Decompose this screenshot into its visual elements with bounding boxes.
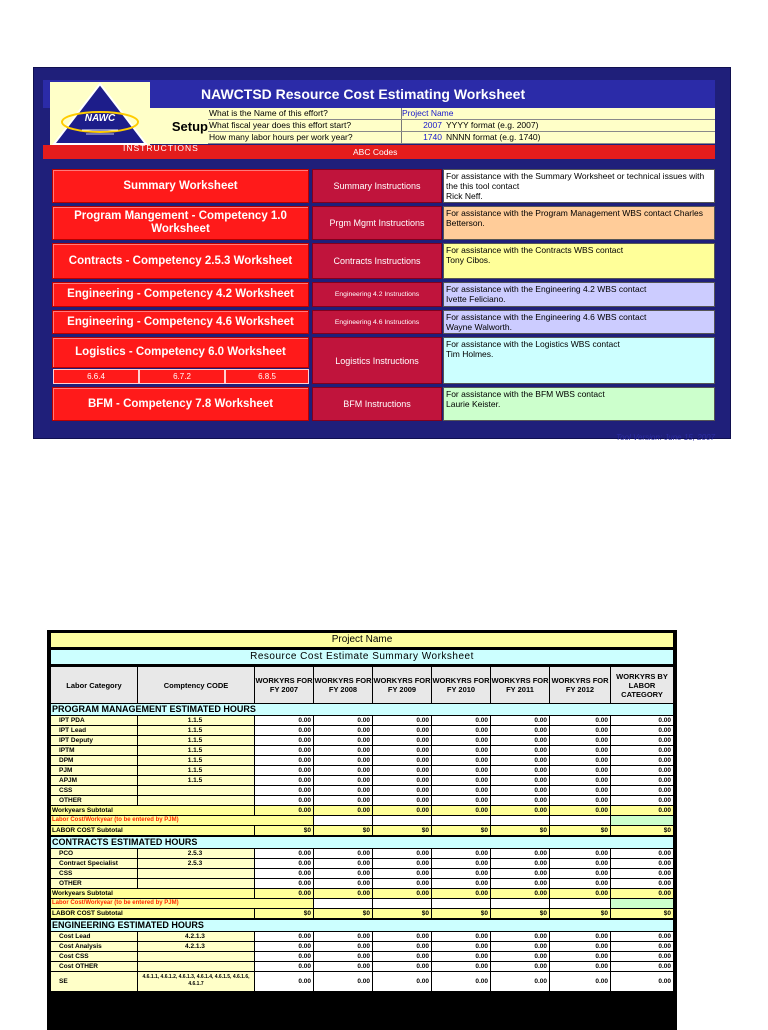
section-program-management: PROGRAM MANAGEMENT ESTIMATED HOURS	[51, 704, 673, 715]
workyears-cell[interactable]: 0.00	[373, 766, 431, 775]
workyears-subtotal-cell: 0.00	[314, 889, 372, 898]
workyears-cell[interactable]: 0.00	[491, 972, 549, 991]
workyears-cell[interactable]: 0.00	[373, 746, 431, 755]
workyears-cell[interactable]: 0.00	[373, 932, 431, 941]
labor-category-cell: OTHER	[51, 796, 137, 805]
workyears-cell[interactable]: 0.00	[314, 962, 372, 971]
table-row	[51, 736, 673, 746]
labor-cost-subtotal-cell: $0	[611, 909, 673, 918]
workyears-cell[interactable]: 0.00	[373, 736, 431, 745]
competency-code-cell	[138, 962, 254, 971]
total-workyears-cell: 0.00	[611, 869, 673, 878]
competency-code-cell	[138, 786, 254, 795]
contracts-help-text: For assistance with the Contracts WBS contact Tony Cibos.	[443, 243, 715, 279]
total-workyears-cell: 0.00	[611, 952, 673, 961]
labor-cost-subtotal-cell: $0	[373, 826, 431, 835]
labor-cost-workyear-label: Labor Cost/Workyear (to be entered by PJM)	[51, 816, 313, 825]
workyears-cell[interactable]: 0.00	[550, 879, 610, 888]
labor-hours-field[interactable]: 1740	[423, 132, 442, 142]
workyears-cell[interactable]: 0.00	[255, 756, 313, 765]
total-workyears-cell: 0.00	[611, 972, 673, 991]
competency-code-cell	[138, 796, 254, 805]
labor-category-cell: Cost CSS	[51, 952, 137, 961]
prgm-mgmt-instructions-button[interactable]: Prgm Mgmt Instructions	[312, 206, 442, 240]
workyears-cell[interactable]: 0.00	[255, 972, 313, 991]
workyears-cell[interactable]: 0.00	[255, 716, 313, 725]
workyears-cell[interactable]: 0.00	[373, 756, 431, 765]
labor-category-cell: Cost OTHER	[51, 962, 137, 971]
workyears-cell[interactable]: 0.00	[373, 869, 431, 878]
workyears-cell[interactable]: 0.00	[255, 786, 313, 795]
table-row	[51, 952, 673, 962]
workyears-cell[interactable]: 0.00	[432, 726, 490, 735]
fiscal-year-field[interactable]: 2007	[423, 120, 442, 130]
competency-code-cell: 4.2.1.3	[138, 932, 254, 941]
program-management-worksheet-button[interactable]: Program Mangement - Competency 1.0 Worksheet	[52, 206, 309, 240]
workyears-subtotal-cell: 0.00	[611, 806, 673, 815]
labor-category-cell: CSS	[51, 869, 137, 878]
labor-category-cell: OTHER	[51, 879, 137, 888]
labor-cost-workyear-row	[51, 899, 673, 909]
workyears-cell[interactable]: 0.00	[432, 869, 490, 878]
workyears-cell[interactable]: 0.00	[432, 736, 490, 745]
labor-cost-subtotal-cell: $0	[491, 909, 549, 918]
labor-cost-workyear-cell[interactable]	[314, 816, 372, 825]
table-row	[51, 972, 673, 992]
total-workyears-cell: 0.00	[611, 776, 673, 785]
table-row	[51, 726, 673, 736]
workyears-subtotal-cell: 0.00	[611, 889, 673, 898]
labor-cost-workyear-label: Labor Cost/Workyear (to be entered by PJM)	[51, 899, 313, 908]
workyears-cell[interactable]: 0.00	[432, 766, 490, 775]
labor-category-cell: IPT Lead	[51, 726, 137, 735]
total-workyears-cell: 0.00	[611, 716, 673, 725]
workyears-cell[interactable]: 0.00	[550, 972, 610, 991]
workyears-subtotal-label: Workyears Subtotal	[51, 889, 254, 898]
workyears-cell[interactable]: 0.00	[432, 776, 490, 785]
nawc-logo-icon	[50, 82, 150, 146]
workyears-subtotal-cell: 0.00	[550, 889, 610, 898]
workyears-cell[interactable]: 0.00	[373, 786, 431, 795]
workyears-subtotal-cell: 0.00	[432, 806, 490, 815]
workyears-cell[interactable]: 0.00	[550, 746, 610, 755]
labor-cost-subtotal-cell: $0	[373, 909, 431, 918]
competency-code-cell: 2.5.3	[138, 849, 254, 858]
competency-code-cell: 1.1.5	[138, 746, 254, 755]
workyears-cell[interactable]: 0.00	[491, 952, 549, 961]
tool-version: Tool Version: June 15, 2007	[615, 433, 715, 442]
workyears-cell[interactable]: 0.00	[314, 786, 372, 795]
workyears-cell[interactable]: 0.00	[255, 869, 313, 878]
labor-cost-subtotal-cell: $0	[491, 826, 549, 835]
workyears-subtotal-cell: 0.00	[491, 889, 549, 898]
labor-cost-subtotal-label: LABOR COST Subtotal	[51, 826, 254, 835]
labor-cost-subtotal-cell: $0	[432, 909, 490, 918]
labor-cost-workyear-cell[interactable]	[373, 899, 431, 908]
contracts-instructions-button[interactable]: Contracts Instructions	[312, 243, 442, 279]
summary-worksheet-button[interactable]: Summary Worksheet	[52, 169, 309, 203]
labor-cost-workyear-cell[interactable]	[491, 816, 549, 825]
workyears-cell[interactable]: 0.00	[373, 972, 431, 991]
logo-text: NAWC	[84, 113, 116, 124]
labor-category-cell: SE	[51, 972, 137, 991]
summary-title: Resource Cost Estimate Summary Worksheet	[51, 650, 673, 664]
workyears-cell[interactable]: 0.00	[432, 972, 490, 991]
engineering-46-help-text: For assistance with the Engineering 4.6 WBS contact Wayne Walworth.	[443, 310, 715, 334]
workyears-cell[interactable]: 0.00	[432, 932, 490, 941]
workyears-cell[interactable]: 0.00	[314, 879, 372, 888]
contracts-worksheet-button[interactable]: Contracts - Competency 2.5.3 Worksheet	[52, 243, 309, 279]
setup-format-hint: NNNN format (e.g. 1740)	[446, 132, 541, 142]
workyears-subtotal-cell: 0.00	[550, 806, 610, 815]
workyears-cell[interactable]: 0.00	[550, 716, 610, 725]
header-fy-2008: WORKYRS FOR FY 2008	[314, 667, 373, 703]
workyears-cell[interactable]: 0.00	[314, 849, 372, 858]
labor-cost-workyear-cell	[611, 816, 673, 825]
setup-format-hint: YYYY format (e.g. 2007)	[446, 120, 539, 130]
labor-category-cell: IPT PDA	[51, 716, 137, 725]
total-workyears-cell: 0.00	[611, 726, 673, 735]
total-workyears-cell: 0.00	[611, 859, 673, 868]
labor-cost-subtotal-cell: $0	[432, 826, 490, 835]
engineering-42-instructions-button[interactable]: Engineering 4.2 Instructions	[312, 282, 442, 307]
labor-cost-subtotal-row	[51, 909, 673, 919]
section-engineering: ENGINEERING ESTIMATED HOURS	[51, 920, 673, 931]
labor-category-cell: PJM	[51, 766, 137, 775]
labor-cost-subtotal-cell: $0	[314, 909, 372, 918]
table-row	[51, 859, 673, 869]
total-workyears-cell: 0.00	[611, 849, 673, 858]
workyears-cell[interactable]: 0.00	[491, 746, 549, 755]
bfm-instructions-button[interactable]: BFM Instructions	[312, 387, 442, 421]
workyears-cell[interactable]: 0.00	[550, 952, 610, 961]
labor-category-cell: Cost Analysis	[51, 942, 137, 951]
labor-cost-workyear-cell[interactable]	[314, 899, 372, 908]
setup-question: What fiscal year does this effort start?	[209, 120, 402, 131]
workyears-cell[interactable]: 0.00	[255, 962, 313, 971]
workyears-cell[interactable]: 0.00	[373, 962, 431, 971]
bfm-help-text: For assistance with the BFM WBS contact Laurie Keister.	[443, 387, 715, 421]
summary-column-headers	[51, 667, 673, 703]
workyears-cell[interactable]: 0.00	[255, 726, 313, 735]
labor-category-cell: APJM	[51, 776, 137, 785]
workyears-cell[interactable]: 0.00	[432, 716, 490, 725]
labor-cost-subtotal-cell: $0	[550, 909, 610, 918]
workyears-cell[interactable]: 0.00	[550, 736, 610, 745]
workyears-cell[interactable]: 0.00	[550, 756, 610, 765]
bfm-worksheet-button[interactable]: BFM - Competency 7.8 Worksheet	[52, 387, 309, 421]
competency-code-cell	[138, 952, 254, 961]
total-workyears-cell: 0.00	[611, 932, 673, 941]
labor-category-cell: IPT Deputy	[51, 736, 137, 745]
labor-cost-workyear-cell[interactable]	[373, 816, 431, 825]
labor-category-cell: Cost Lead	[51, 932, 137, 941]
header-workyrs-by-category: WORKYRS BY LABOR CATEGORY	[611, 667, 673, 703]
total-workyears-cell: 0.00	[611, 746, 673, 755]
competency-code-cell: 1.1.5	[138, 776, 254, 785]
header-fy-2007: WORKYRS FOR FY 2007	[255, 667, 314, 703]
header-fy-2011: WORKYRS FOR FY 2011	[491, 667, 550, 703]
workyears-cell[interactable]: 0.00	[491, 756, 549, 765]
labor-cost-subtotal-cell: $0	[314, 826, 372, 835]
summary-project-name: Project Name	[51, 633, 673, 647]
workyears-subtotal-cell: 0.00	[255, 889, 313, 898]
workyears-cell[interactable]: 0.00	[550, 849, 610, 858]
engineering-42-help-text: For assistance with the Engineering 4.2 WBS contact Ivette Feliciano.	[443, 282, 715, 307]
competency-code-cell: 1.1.5	[138, 726, 254, 735]
workyears-cell[interactable]: 0.00	[432, 859, 490, 868]
workyears-cell[interactable]: 0.00	[373, 879, 431, 888]
workyears-cell[interactable]: 0.00	[314, 776, 372, 785]
table-row	[51, 962, 673, 972]
workyears-cell[interactable]: 0.00	[373, 776, 431, 785]
competency-code-cell: 1.1.5	[138, 736, 254, 745]
setup-row-fiscal-year	[208, 120, 715, 132]
workyears-cell[interactable]: 0.00	[432, 952, 490, 961]
table-row	[51, 869, 673, 879]
labor-cost-subtotal-cell: $0	[550, 826, 610, 835]
logistics-672-button[interactable]: 6.7.2	[139, 369, 225, 384]
labor-category-cell: IPTM	[51, 746, 137, 755]
labor-cost-subtotal-row	[51, 826, 673, 836]
workyears-cell[interactable]: 0.00	[550, 776, 610, 785]
workyears-cell[interactable]: 0.00	[314, 942, 372, 951]
competency-code-cell: 1.1.5	[138, 766, 254, 775]
competency-code-cell: 4.2.1.3	[138, 942, 254, 951]
labor-cost-workyear-cell[interactable]	[432, 899, 490, 908]
table-row	[51, 766, 673, 776]
table-row	[51, 776, 673, 786]
workyears-cell[interactable]: 0.00	[255, 879, 313, 888]
labor-cost-workyear-cell[interactable]	[550, 899, 610, 908]
header-labor-category: Labor Category	[51, 667, 138, 703]
workyears-cell[interactable]: 0.00	[491, 942, 549, 951]
workyears-cell[interactable]: 0.00	[491, 716, 549, 725]
workyears-cell[interactable]: 0.00	[373, 859, 431, 868]
workyears-subtotal-cell: 0.00	[373, 806, 431, 815]
workyears-cell[interactable]: 0.00	[550, 932, 610, 941]
workyears-cell[interactable]: 0.00	[491, 726, 549, 735]
workyears-cell[interactable]: 0.00	[255, 736, 313, 745]
competency-code-cell: 1.1.5	[138, 756, 254, 765]
total-workyears-cell: 0.00	[611, 736, 673, 745]
workyears-cell[interactable]: 0.00	[550, 869, 610, 878]
engineering-46-worksheet-button[interactable]: Engineering - Competency 4.6 Worksheet	[52, 310, 309, 334]
workyears-cell[interactable]: 0.00	[255, 942, 313, 951]
labor-cost-workyear-row	[51, 816, 673, 826]
workyears-cell[interactable]: 0.00	[491, 869, 549, 878]
competency-code-cell	[138, 879, 254, 888]
labor-cost-subtotal-cell: $0	[611, 826, 673, 835]
workyears-cell[interactable]: 0.00	[550, 766, 610, 775]
setup-question: What is the Name of this effort?	[209, 108, 402, 119]
workyears-cell[interactable]: 0.00	[432, 756, 490, 765]
labor-cost-workyear-cell[interactable]	[550, 816, 610, 825]
workyears-cell[interactable]: 0.00	[373, 849, 431, 858]
workyears-subtotal-row	[51, 806, 673, 816]
labor-cost-subtotal-label: LABOR COST Subtotal	[51, 909, 254, 918]
workyears-cell[interactable]: 0.00	[550, 942, 610, 951]
table-row	[51, 756, 673, 766]
workyears-cell[interactable]: 0.00	[314, 952, 372, 961]
table-row	[51, 716, 673, 726]
competency-code-cell: 4.6.1.1, 4.6.1.2, 4.6.1.3, 4.6.1.4, 4.6.1.5, 4.6.1.6, 4.6.1.7	[138, 972, 254, 991]
workyears-cell[interactable]: 0.00	[432, 786, 490, 795]
table-row	[51, 849, 673, 859]
table-row	[51, 786, 673, 796]
section-contracts: CONTRACTS ESTIMATED HOURS	[51, 837, 673, 848]
summary-instructions-button[interactable]: Summary Instructions	[312, 169, 442, 203]
workyears-cell[interactable]: 0.00	[491, 879, 549, 888]
setup-row-labor-hours	[208, 132, 715, 144]
workyears-subtotal-label: Workyears Subtotal	[51, 806, 254, 815]
logistics-instructions-button[interactable]: Logistics Instructions	[312, 337, 442, 384]
workyears-cell[interactable]: 0.00	[550, 726, 610, 735]
workyears-cell[interactable]: 0.00	[314, 796, 372, 805]
workyears-cell[interactable]: 0.00	[491, 776, 549, 785]
workyears-cell[interactable]: 0.00	[491, 786, 549, 795]
workyears-cell[interactable]: 0.00	[491, 766, 549, 775]
workyears-cell[interactable]: 0.00	[255, 932, 313, 941]
workyears-cell[interactable]: 0.00	[373, 952, 431, 961]
logistics-685-button[interactable]: 6.8.5	[225, 369, 309, 384]
workyears-cell[interactable]: 0.00	[314, 726, 372, 735]
workyears-cell[interactable]: 0.00	[550, 786, 610, 795]
workyears-cell[interactable]: 0.00	[373, 726, 431, 735]
workyears-cell[interactable]: 0.00	[432, 942, 490, 951]
workyears-cell[interactable]: 0.00	[432, 796, 490, 805]
workyears-cell[interactable]: 0.00	[314, 736, 372, 745]
workyears-cell[interactable]: 0.00	[373, 716, 431, 725]
labor-category-cell: PCO	[51, 849, 137, 858]
table-row	[51, 796, 673, 806]
total-workyears-cell: 0.00	[611, 962, 673, 971]
labor-category-cell: DPM	[51, 756, 137, 765]
workyears-cell[interactable]: 0.00	[255, 796, 313, 805]
workyears-cell[interactable]: 0.00	[255, 766, 313, 775]
workyears-subtotal-cell: 0.00	[314, 806, 372, 815]
workyears-cell[interactable]: 0.00	[314, 932, 372, 941]
workyears-cell[interactable]: 0.00	[255, 776, 313, 785]
header-fy-2010: WORKYRS FOR FY 2010	[432, 667, 491, 703]
workyears-cell[interactable]: 0.00	[373, 942, 431, 951]
workyears-cell[interactable]: 0.00	[255, 859, 313, 868]
header-fy-2009: WORKYRS FOR FY 2009	[373, 667, 432, 703]
labor-cost-workyear-cell	[611, 899, 673, 908]
workyears-subtotal-cell: 0.00	[432, 889, 490, 898]
labor-cost-subtotal-cell: $0	[255, 826, 313, 835]
header-competency-code: Comptency CODE	[138, 667, 255, 703]
competency-code-cell: 1.1.5	[138, 716, 254, 725]
workyears-cell[interactable]: 0.00	[432, 746, 490, 755]
labor-category-cell: Contract Specialist	[51, 859, 137, 868]
table-row	[51, 932, 673, 942]
summary-help-text: For assistance with the Summary Worksheet or technical issues with the this tool contact Rick Neff.	[443, 169, 715, 203]
total-workyears-cell: 0.00	[611, 766, 673, 775]
labor-cost-subtotal-cell: $0	[255, 909, 313, 918]
logistics-help-text: For assistance with the Logistics WBS contact Tim Holmes.	[443, 337, 715, 384]
competency-code-cell	[138, 869, 254, 878]
engineering-46-instructions-button[interactable]: Engineering 4.6 Instructions	[312, 310, 442, 334]
workyears-cell[interactable]: 0.00	[491, 932, 549, 941]
workyears-cell[interactable]: 0.00	[255, 952, 313, 961]
workyears-cell[interactable]: 0.00	[314, 746, 372, 755]
workyears-subtotal-cell: 0.00	[491, 806, 549, 815]
effort-name-field[interactable]: Project Name	[402, 108, 454, 118]
workyears-cell[interactable]: 0.00	[314, 716, 372, 725]
workyears-cell[interactable]: 0.00	[255, 849, 313, 858]
workyears-cell[interactable]: 0.00	[314, 756, 372, 765]
workyears-subtotal-cell: 0.00	[255, 806, 313, 815]
workyears-cell[interactable]: 0.00	[550, 796, 610, 805]
workyears-cell[interactable]: 0.00	[550, 859, 610, 868]
logistics-664-button[interactable]: 6.6.4	[53, 369, 139, 384]
table-row	[51, 942, 673, 952]
workyears-cell[interactable]: 0.00	[491, 859, 549, 868]
table-row	[51, 746, 673, 756]
instructions-link[interactable]: INSTRUCTIONS	[123, 143, 199, 153]
total-workyears-cell: 0.00	[611, 786, 673, 795]
competency-code-cell: 2.5.3	[138, 859, 254, 868]
workyears-cell[interactable]: 0.00	[314, 972, 372, 991]
setup-row-effort-name	[208, 108, 715, 120]
engineering-42-worksheet-button[interactable]: Engineering - Competency 4.2 Worksheet	[52, 282, 309, 307]
labor-cost-workyear-cell[interactable]	[491, 899, 549, 908]
workyears-subtotal-cell: 0.00	[373, 889, 431, 898]
workyears-cell[interactable]: 0.00	[373, 796, 431, 805]
total-workyears-cell: 0.00	[611, 756, 673, 765]
worksheet-title: NAWCTSD Resource Cost Estimating Worksheet	[201, 86, 526, 102]
instructions-bar	[43, 145, 715, 159]
workyears-cell[interactable]: 0.00	[550, 962, 610, 971]
workyears-cell[interactable]: 0.00	[491, 796, 549, 805]
table-row	[51, 879, 673, 889]
total-workyears-cell: 0.00	[611, 879, 673, 888]
workyears-cell[interactable]: 0.00	[255, 746, 313, 755]
workyears-cell[interactable]: 0.00	[491, 849, 549, 858]
workyears-cell[interactable]: 0.00	[432, 849, 490, 858]
setup-label: Setup	[150, 108, 210, 144]
workyears-cell[interactable]: 0.00	[314, 859, 372, 868]
workyears-cell[interactable]: 0.00	[314, 869, 372, 878]
workyears-cell[interactable]: 0.00	[491, 962, 549, 971]
setup-question: How many labor hours per work year?	[209, 132, 402, 143]
logistics-worksheet-button[interactable]: Logistics - Competency 6.0 Worksheet	[52, 337, 309, 368]
workyears-cell[interactable]: 0.00	[491, 736, 549, 745]
abc-codes-link[interactable]: ABC Codes	[353, 147, 398, 157]
workyears-cell[interactable]: 0.00	[314, 766, 372, 775]
program-management-help-text: For assistance with the Program Management WBS contact Charles Betterson.	[443, 206, 715, 240]
workyears-cell[interactable]: 0.00	[432, 879, 490, 888]
labor-cost-workyear-cell[interactable]	[432, 816, 490, 825]
workyears-subtotal-row	[51, 889, 673, 899]
labor-category-cell: CSS	[51, 786, 137, 795]
workyears-cell[interactable]: 0.00	[432, 962, 490, 971]
total-workyears-cell: 0.00	[611, 796, 673, 805]
total-workyears-cell: 0.00	[611, 942, 673, 951]
header-fy-2012: WORKYRS FOR FY 2012	[550, 667, 611, 703]
